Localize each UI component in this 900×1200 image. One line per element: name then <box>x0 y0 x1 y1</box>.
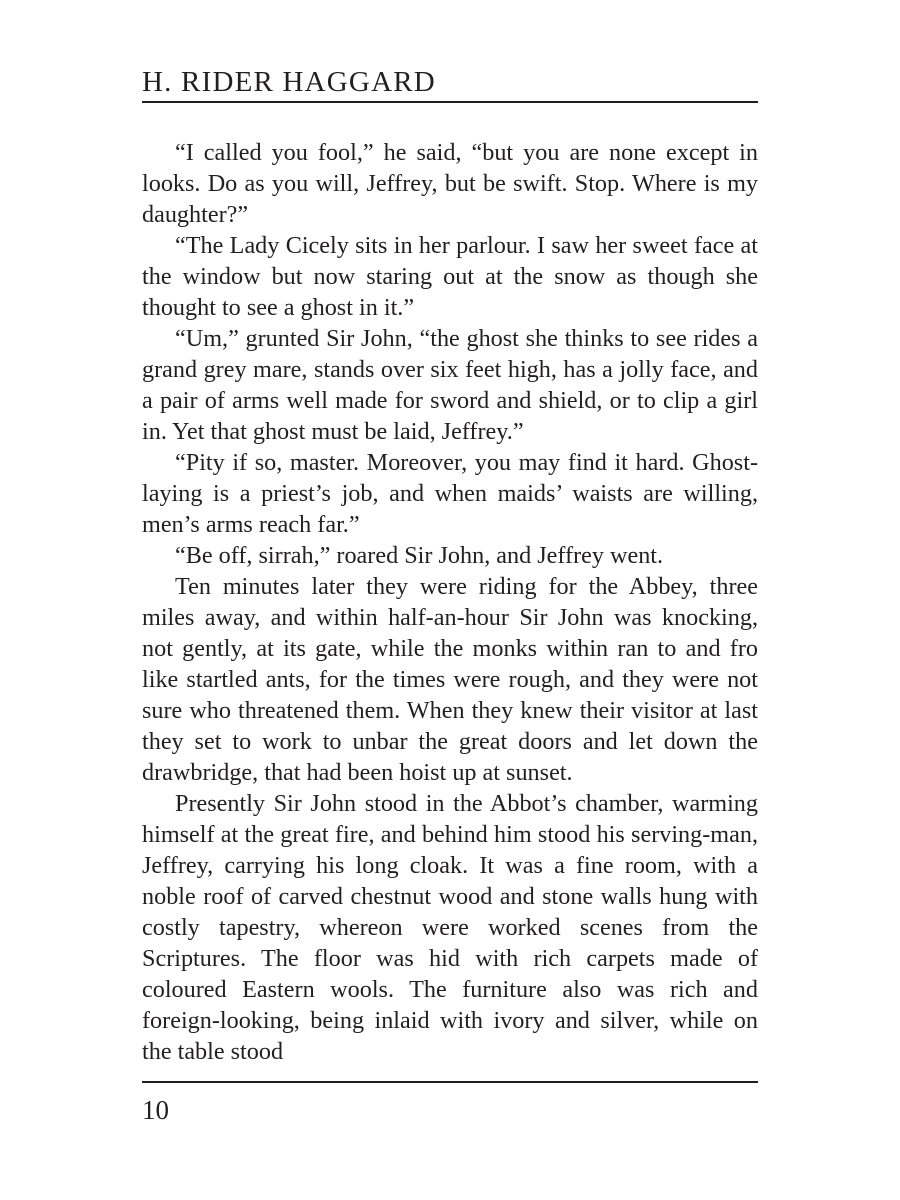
paragraph: “Be off, sirrah,” roared Sir John, and Jeffrey went. <box>175 542 664 569</box>
page-number: 10 <box>142 1095 169 1125</box>
paragraph: “Pity if so, master. Moreover, you may find it hard. Ghost-laying is a priest’s job, and when maids’ waists are willing, men’s arms reach far.” <box>142 449 758 538</box>
running-head-author: H. RIDER HAGGARD <box>142 66 436 98</box>
paragraph: “I called you fool,” he said, “but you are none except in looks. Do as you will, Jeffrey, but be swift. Stop. Where is my daughter?” <box>142 139 758 228</box>
paragraph: “The Lady Cicely sits in her parlour. I saw her sweet face at the window but now staring out at the snow as though she thought to see a ghost in it.” <box>142 232 758 321</box>
footer-rule <box>142 1081 758 1083</box>
paragraph: Presently Sir John stood in the Abbot’s chamber, warming himself at the great fire, and behind him stood his serving-man, Jeffrey, carrying his long cloak. It was a fine room, with a noble roof of carved chestnut wood and stone walls hung with costly tapestry, whereon were worked scenes from the Scriptures. The floor was hid with rich carpets made of coloured Eastern wools. The furniture also was rich and foreign-looking, being inlaid with ivory and silver, while on the table stood <box>142 790 758 1065</box>
paragraph: Ten minutes later they were riding for the Abbey, three miles away, and within half-an-hour Sir John was knocking, not gently, at its gate, while the monks within ran to and fro like startled ants, for the times were rough, and they were not sure who threatened them. When they knew their visitor at last they set to work to unbar the great doors and let down the drawbridge, that had been hoist up at sunset. <box>142 573 758 786</box>
paragraph: “Um,” grunted Sir John, “the ghost she thinks to see rides a grand grey mare, stands over six feet high, has a jolly face, and a pair of arms well made for sword and shield, or to clip a girl in. Yet that ghost must be laid, Jeffrey.” <box>142 325 758 445</box>
header-rule <box>142 101 758 103</box>
body-text <box>142 137 758 1067</box>
